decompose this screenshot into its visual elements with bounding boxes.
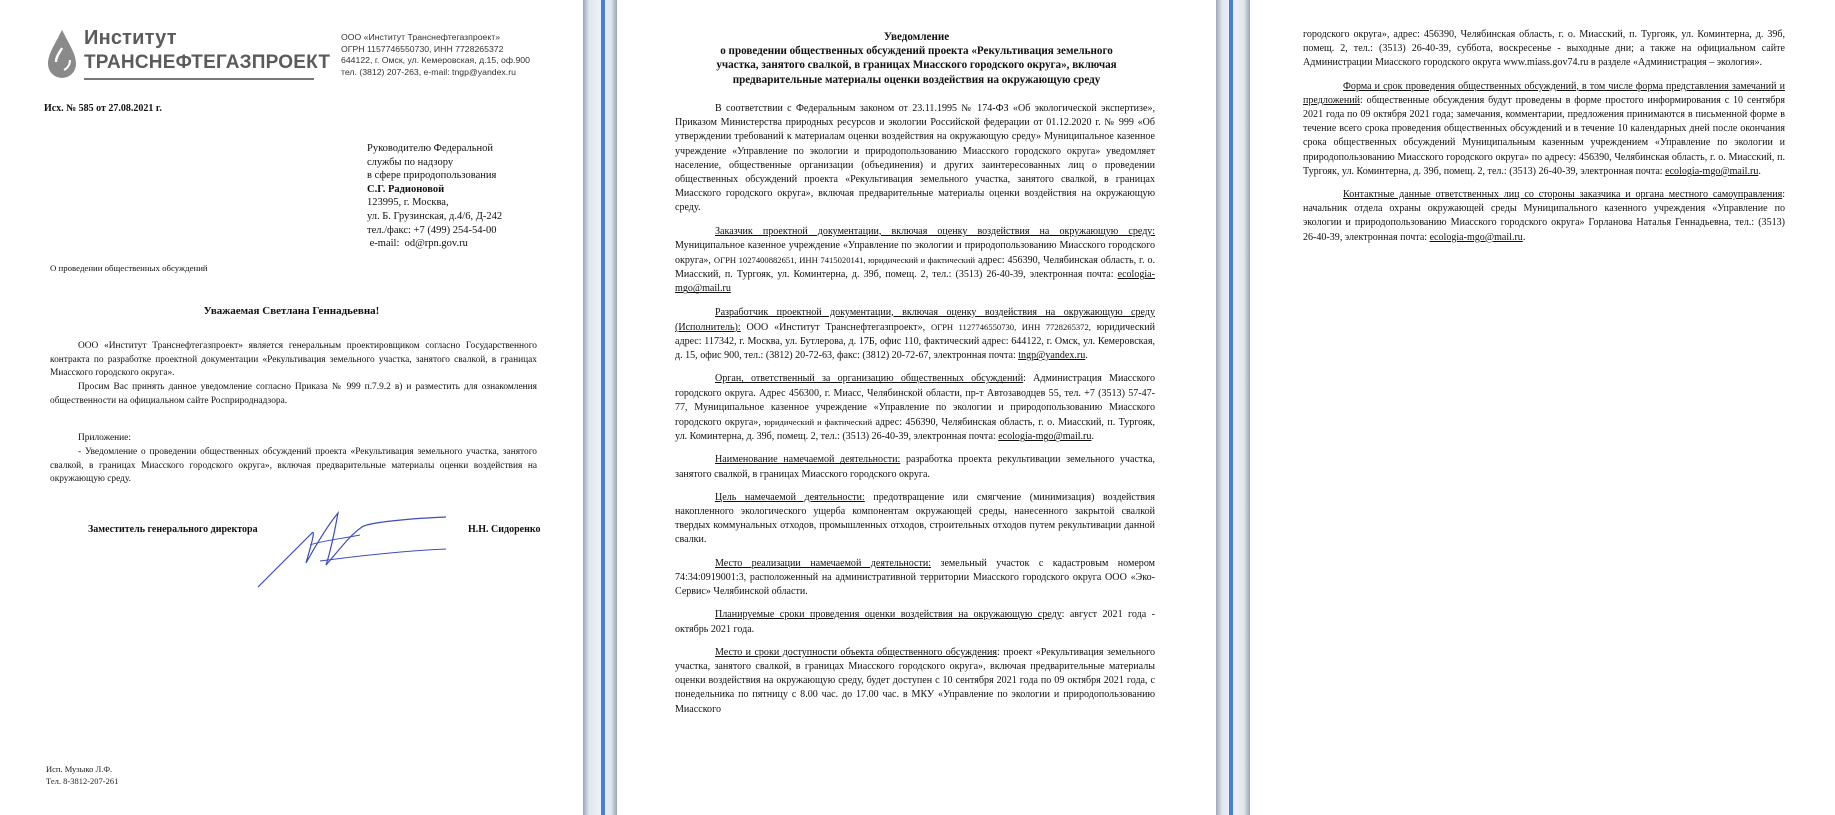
email-link[interactable]: ecologia-mgo@mail.ru [1665, 165, 1759, 177]
recipient-addr-line: 123995, г. Москва, [367, 197, 449, 209]
attachment-text: - Уведомление о проведении общественных обсуждений проекта «Рекультивация земельного участка, занятого свалкой, в границах Миасского городского округа», включая предварительные материалы оценки воздействия на окружающую среду. [50, 447, 537, 485]
recipient-name: С.Г. Радионовой [367, 183, 445, 195]
paragraph-text: Просим Вас принять данное уведомление согласно Приказа № 999 п.7.9.2 в) и разместить для ознакомления общественности на официальном сайте Росприроднадзора. [50, 382, 537, 406]
email-link[interactable]: tngp@yandex.ru [1018, 350, 1086, 362]
notice-title [657, 30, 1176, 87]
notice-activity: Наименование намечаемой деятельности: разработка проекта рекультивации земельного участка, занятого свалкой, в границах Миасского городского округа. [675, 454, 1155, 480]
logo-underline [84, 78, 314, 80]
handwritten-signature [250, 505, 450, 595]
notice-access: Место и сроки доступности объекта общественного обсуждения: проект «Рекультивация земельного участка, занятого свалкой, в границах Миасского городского округа», включая предварительные материалы оценки воздействия на окружающую среду, будет доступен с 10 сентября 2021 года по 09 октября 2021 года, с понедельника по пятницу с 8.00 час. до 17.00 час. в МКУ «Управление по экологии и природопользованию Миасского [675, 646, 1155, 715]
recipient-line: службы по надзору [367, 156, 454, 168]
signer-title: Заместитель генерального директора [88, 524, 258, 535]
title-line: о проведении общественных обсуждений проекта «Рекультивация земельного [720, 45, 1113, 58]
logo-name-line2: ТРАНСНЕФТЕГАЗПРОЕКТ [84, 52, 331, 73]
section-label: Планируемые сроки проведения оценки воздействия на окружающую среду [715, 609, 1062, 621]
notice-timing: Планируемые сроки проведения оценки воздействия на окружающую среду: август 2021 года - октябрь 2021 года. [675, 609, 1156, 635]
section-label: Орган, ответственный за организацию общественных обсуждений [715, 373, 1024, 385]
greeting: Уважаемая Светлана Геннадьевна! [203, 305, 380, 317]
page-gap [583, 0, 617, 815]
address-line: тел. (3812) 207-263, e-mail: tngp@yandex.ru [341, 66, 516, 77]
address-line: ОГРН 1157746550730, ИНН 7728265372 [341, 43, 504, 54]
section-label: Разработчик проектной документации, включая оценку воздействия на окружающую среду (Исполнитель): [675, 306, 1155, 333]
page-edge [1229, 0, 1233, 815]
recipient-line: Руководителю Федеральной [367, 143, 493, 154]
notice-customer: Заказчик проектной документации, включая оценку воздействия на окружающую среду: Муниципальное казенное учреждение «Управление по экологии и природопользованию Миасского городского округа», ОГРН 1027400882651, ИНН 7415020141, юридический и фактический адрес: 456390, Челябинская область, г. о. Миасский, п. Тургояк, ул. Коминтерна, д. 39б, помещ. 2, тел.: (3513) 26-40-39, электронная почта: ecologia-mgo@mail.ru [675, 225, 1156, 295]
oil-drop-icon [44, 28, 80, 82]
title-line: участка, занятого свалкой, в границах Миасского городского округа», включая [716, 59, 1117, 72]
notice-access-cont: городского округа», адрес: 456390, Челябинская область, г. о. Миасский, п. Тургояк, ул. Коминтерна, д. 39б, помещ. 2, тел.: (3513) 26-40-39, суббота, воскресенье - выходные дни; а также на официальном сайте Администрации Миасского городского округа www.miass.gov74.ru в разделе «Администрация – экология». [1303, 29, 1785, 69]
letter-paragraph [50, 381, 537, 408]
recipient-addr-line: тел./факс: +7 (499) 254-54-00 [367, 224, 497, 236]
notice-intro: В соответствии с Федеральным законом от 23.11.1995 № 174-ФЗ «Об экологической экспертизе», Приказом Министерства природных ресурсов и экологии Российской федерации от 01.12.2020 г. № 999 «Об утверждении требований к материалам оценки воздействия на окружающую среду» Муниципальное казенное учреждение «Управление по экологии и природопользованию Миасского городского округа» уведомляет население, общественные организации (объединения) и других заинтересованных лиц о проведении общественных обсуждений проекта «Рекультивация земельного участка, занятого свалкой, в границах Миасского городского округа», включая предварительные материалы оценки воздействия на окружающую среду. [675, 103, 1155, 214]
recipient-addr-line: ул. Б. Грузинская, д.4/6, Д-242 [367, 210, 503, 222]
notice-contact: Контактные данные ответственных лиц со стороны заказчика и органа местного самоуправления: начальник отдела охраны окружающей среды Муниципального казенного учреждения «Управление по экологии и природопользованию Миасского городского округа» Горланова Наталья Геннадьевна, тел.: (3513) 26-40-39, электронная почта: ecologia-mgo@mail.ru. [1303, 189, 1785, 243]
attachment-label: Приложение: [78, 433, 131, 443]
section-label: Контактные данные ответственных лиц со стороны заказчика и органа местного самоуправления [1343, 189, 1783, 201]
recipient-line: в сфере природопользования [367, 170, 497, 182]
email-link[interactable]: ecologia-mgo@mail.ru [1429, 231, 1523, 243]
company-address [341, 32, 530, 78]
letter-page [0, 0, 583, 815]
email-link[interactable]: ecologia-mgo@mail.ru [998, 431, 1092, 443]
notice-page-2 [1250, 0, 1835, 815]
page-gap [1216, 0, 1250, 815]
section-label: Место и сроки доступности объекта общественного обсуждения [715, 646, 997, 658]
notice-place: Место реализации намечаемой деятельности: земельный участок с кадастровым номером 74:34:0919001:3, расположенный на административной территории Миасского городского округа ООО «Эко-Сервис» Челябинской области. [675, 557, 1156, 598]
letter-paragraph [50, 340, 537, 381]
executor-block [46, 764, 118, 787]
signer-name: Н.Н. Сидоренко [468, 524, 541, 535]
notice-body-cont [1303, 28, 1785, 254]
notice-body [675, 102, 1155, 726]
section-label: Заказчик проектной документации, включая оценку воздействия на окружающую среду: [715, 225, 1155, 237]
executor-line: Исп. Музыко Л.Ф. [46, 764, 113, 774]
executor-line: Тел. 8-3812-207-261 [46, 775, 119, 786]
company-logo [42, 26, 331, 86]
outgoing-reference: Исх. № 585 от 27.08.2021 г. [44, 103, 162, 114]
section-label: Место реализации намечаемой деятельности: [715, 557, 932, 569]
address-line: ООО «Институт Транснефтегазпроект» [341, 32, 501, 42]
address-line: 644122, г. Омск, ул. Кемеровская, д.15, оф.900 [341, 55, 530, 65]
email-link[interactable]: ecologia-mgo@mail.ru [675, 269, 1155, 295]
paragraph-text: ООО «Институт Транснефтегазпроект» является генеральным проектировщиком согласно Государственного контракта по разработке проектной документации «Рекультивация земельного участка, занятого свалкой, в границах Миасского городского округа». [50, 341, 537, 379]
title-line: Уведомление [883, 31, 950, 43]
section-label: Цель намечаемой деятельности: [715, 491, 865, 503]
letter-subject: О проведении общественных обсуждений [50, 263, 208, 273]
notice-page [617, 0, 1216, 815]
logo-name-line1: Институт [84, 27, 177, 49]
recipient-block [367, 142, 502, 251]
title-line: предварительные материалы оценки воздействия на окружающую среду [732, 73, 1101, 86]
notice-developer: Разработчик проектной документации, включая оценку воздействия на окружающую среду (Исполнитель): ООО «Институт Транснефтегазпроект», ОГРН 1127746550730, ИНН 7728265372, юридический адрес: 117342, г. Москва, ул. Бутлерова, д. 17Б, офис 110, фактический адрес: 644122, г. Омск, ул. Кемеровская, д. 15, офис 900, тел.: (3812) 20-72-63, факс: (3812) 20-72-67, электронная почта: tngp@yandex.ru. [675, 306, 1155, 362]
notice-form: Форма и срок проведения общественных обсуждений, в том числе форма представления замечаний и предложений: общественные обсуждения будут проведены в форме простого информирования с 10 сентября 2021 года по 09 октября 2021 года; замечания, комментарии, предложения принимаются в письменной форме в течение всего срока проведения общественных обсуждений и в течение 10 календарных дней после окончания срока общественных обсуждений Муниципальным казенным учреждением «Управление по экологии и природопользованию Миасского городского округа» по адресу: 456390, Челябинская область, г. о. Миасский, п. Тургояк, ул. Коминтерна, д. 39б, помещ. 2, тел.: (3513) 26-40-39, электронная почта: ecologia-mgo@mail.ru. [1303, 80, 1785, 177]
notice-organ: Орган, ответственный за организацию общественных обсуждений: Администрация Миасского городского округа. Адрес 456300, г. Миасс, Челябинской области, пр-т Автозаводцев 55, тел. +7 (3513) 57-47-77, Муниципальное казенное учреждение «Управление по экологии и природопользованию Миасского городского округа», юридический и фактический адрес: 456390, Челябинская область, г. о. Миасский, п. Тургояк, ул. Коминтерна, д. 39б, помещ. 2, тел.: (3513) 26-40-39, электронная почта: ecologia-mgo@mail.ru. [675, 373, 1156, 443]
section-label: Форма и срок проведения общественных обсуждений, в том числе форма представления замечаний и предложений [1303, 80, 1785, 106]
notice-goal: Цель намечаемой деятельности: предотвращение или смягчение (минимизация) воздействия накопленного экологического ущерба компонентам окружающей среды, нанесенного закрытой свалкой твердых коммунальных отходов, промышленных отходов, строительных отходов путем рекультивации данной свалки. [675, 491, 1155, 546]
section-label: Наименование намечаемой деятельности: [715, 454, 901, 466]
recipient-email: e-mail: od@rpn.gov.ru [367, 238, 468, 250]
page-edge [601, 0, 605, 815]
